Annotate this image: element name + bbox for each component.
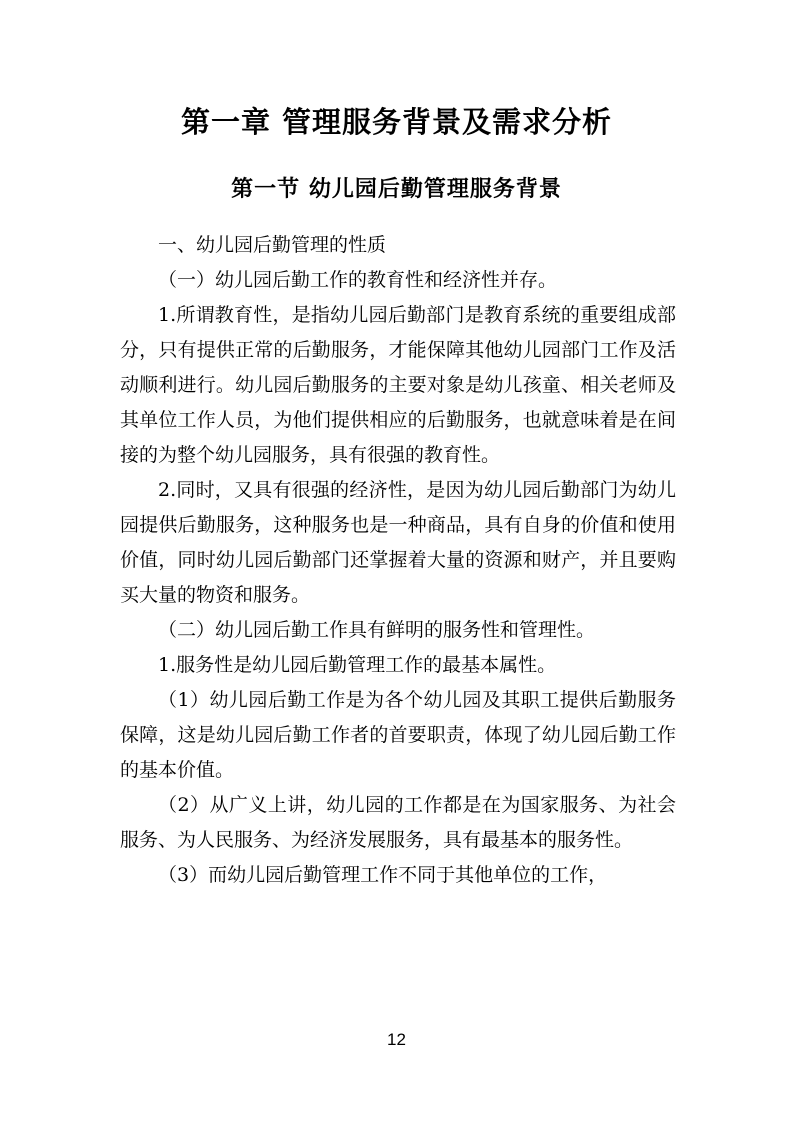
paragraph-service-1: （1）幼儿园后勤工作是为各个幼儿园及其职工提供后勤服务保障，这是幼儿园后勤工作者的首要职责，体现了幼儿园后勤工作的基本价值。 bbox=[120, 689, 676, 781]
heading-nature: 一、幼儿园后勤管理的性质 bbox=[158, 234, 387, 256]
page-number: 12 bbox=[387, 1030, 406, 1049]
paragraph-economy: 2.同时，又具有很强的经济性，是因为幼儿园后勤部门为幼儿园提供后勤服务，这种服务也是一种商品，具有自身的价值和使用价值，同时幼儿园后勤部门还掌握着大量的资源和财产，并且要购买大量的物资和服务。 bbox=[120, 479, 676, 606]
subheading-service-management: （二）幼儿园后勤工作具有鲜明的服务性和管理性。 bbox=[158, 619, 596, 641]
chapter-title: 第一章 管理服务背景及需求分析 bbox=[180, 105, 613, 139]
section-title: 第一节 幼儿园后勤管理服务背景 bbox=[231, 177, 562, 202]
paragraph-service-3: （3）而幼儿园后勤管理工作不同于其他单位的工作， bbox=[158, 864, 608, 886]
subheading-education-economy: （一）幼儿园后勤工作的教育性和经济性并存。 bbox=[158, 269, 558, 291]
paragraph-service-basic: 1.服务性是幼儿园后勤管理工作的最基本属性。 bbox=[158, 654, 557, 676]
paragraph-education: 1.所谓教育性，是指幼儿园后勤部门是教育系统的重要组成部分，只有提供正常的后勤服务，才能保障其他幼儿园部门工作及活动顺利进行。幼儿园后勤服务的主要对象是幼儿孩童、相关老师及其单位工作人员，为他们提供相应的后勤服务，也就意味着是在间接的为整个幼儿园服务，具有很强的教育性。 bbox=[120, 304, 676, 466]
paragraph-service-2: （2）从广义上讲，幼儿园的工作都是在为国家服务、为社会服务、为人民服务、为经济发展服务，具有最基本的服务性。 bbox=[120, 794, 676, 851]
body-text bbox=[120, 228, 676, 893]
